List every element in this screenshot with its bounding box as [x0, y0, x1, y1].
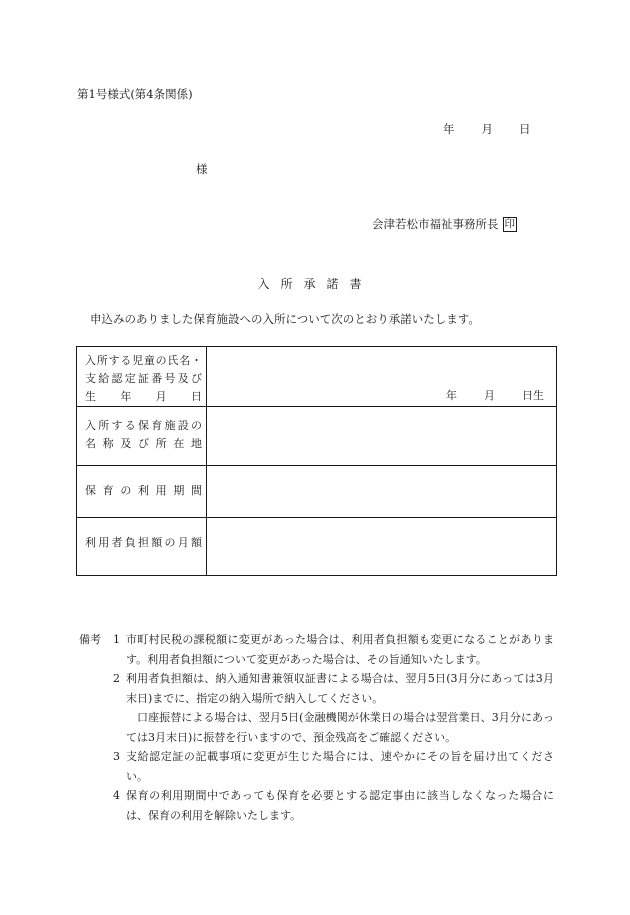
admission-info-table — [76, 346, 557, 576]
table-row — [77, 347, 557, 407]
birth-year-label: 年 — [446, 389, 457, 402]
date-year-label: 年 — [443, 122, 455, 136]
remark-number: 2 — [113, 672, 120, 685]
form-number: 第1号様式(第4条関係) — [77, 87, 193, 101]
table-row — [77, 407, 557, 466]
usage-period-label-cell — [77, 466, 207, 518]
remarks-heading: 備考 — [79, 633, 101, 646]
remark-item — [79, 786, 554, 825]
monthly-fee-label-line: 利用者負担額の月額 — [85, 536, 202, 549]
table-row — [77, 466, 557, 518]
date-month-label: 月 — [481, 122, 493, 136]
usage-period-label-line: 保育の利用期間 — [85, 484, 202, 497]
remark-text: 利用者負担額は、納入通知書兼領収証書による場合は、翌月5日(3月分にあっては3月末日)までに、指定の納入場所で納入してください。 — [126, 672, 554, 705]
birth-date-labels — [446, 387, 544, 403]
birth-month-label: 月 — [484, 389, 495, 402]
issuer-name: 会津若松市福祉事務所長 — [372, 217, 499, 231]
remark-item — [79, 669, 554, 708]
date-day-label: 日 — [519, 122, 531, 136]
intro-text: 申込みのありました保育施設への入所について次のとおり承諾いたします。 — [90, 312, 480, 326]
remark-number: 1 — [113, 633, 120, 646]
issuer-block — [372, 216, 517, 232]
remarks-section — [79, 630, 554, 825]
table-row — [77, 518, 557, 576]
remark-number: 3 — [113, 750, 120, 763]
child-name-label-cell — [77, 347, 207, 407]
facility-label-line: 入所する保育施設の — [85, 419, 202, 432]
addressee-suffix: 様 — [196, 162, 208, 176]
issue-date — [443, 121, 531, 137]
facility-label-cell — [77, 407, 207, 466]
child-name-value-cell[interactable] — [207, 347, 557, 407]
birth-day-label: 日生 — [522, 389, 544, 402]
remark-number: 4 — [113, 789, 120, 802]
child-name-label-line: 入所する児童の氏名・ — [85, 354, 202, 367]
child-name-label-line: 支給認定証番号及び — [85, 372, 202, 385]
usage-period-value-cell[interactable] — [207, 466, 557, 518]
facility-label-line: 名称及び所在地 — [85, 437, 202, 450]
monthly-fee-value-cell[interactable] — [207, 518, 557, 576]
monthly-fee-label-cell — [77, 518, 207, 576]
remark-item — [79, 630, 554, 669]
child-name-label-line: 生 年 月 日 — [85, 390, 202, 403]
remark-text: 市町村民税の課税額に変更があった場合は、利用者負担額も変更になることがあります。利用者負担額について変更があった場合は、その旨通知いたします。 — [126, 633, 554, 666]
remark-continuation: 口座振替による場合は、翌月5日(金融機関が休業日の場合は翌営業日、3月分にあっては3月末日)に振替を行いますので、預金残高をご確認ください。 — [126, 711, 554, 744]
seal-mark: 印 — [504, 217, 515, 230]
remark-text: 支給認定証の記載事項に変更が生じた場合には、速やかにその旨を届け出てください。 — [126, 750, 554, 783]
document-title: 入所承諾書 — [257, 277, 373, 291]
remark-text: 保育の利用期間中であっても保育を必要とする認定事由に該当しなくなった場合には、保育の利用を解除いたします。 — [126, 789, 554, 822]
facility-value-cell[interactable] — [207, 407, 557, 466]
remark-item — [79, 747, 554, 786]
